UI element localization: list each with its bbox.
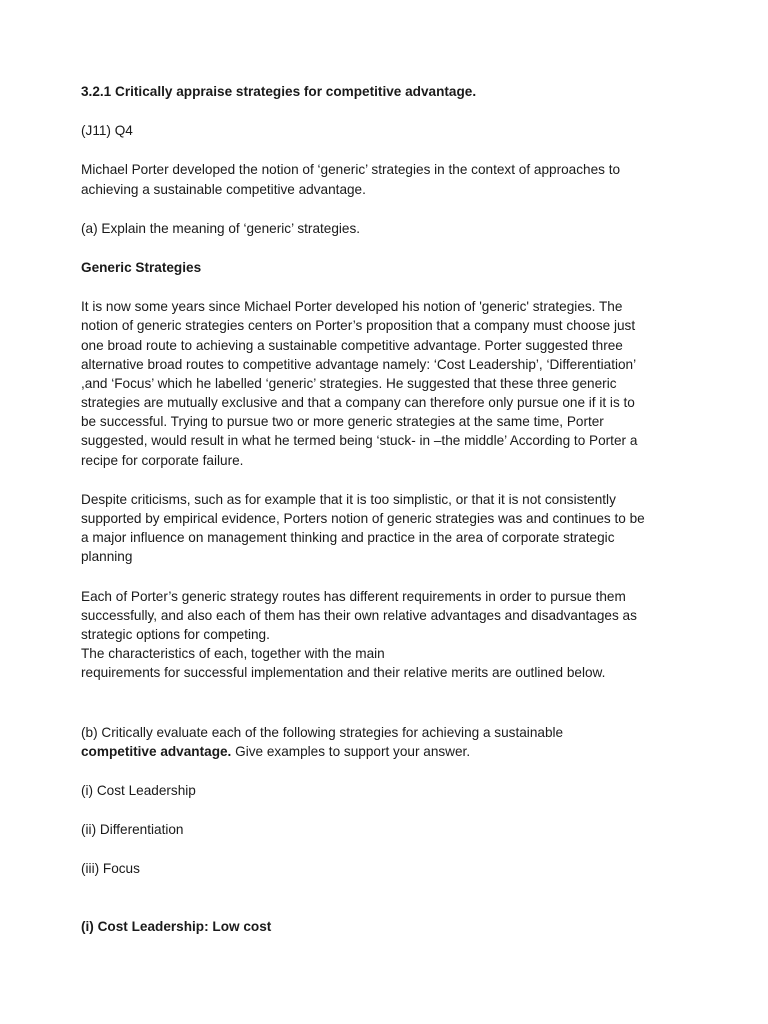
paragraph-line: ,and ‘Focus’ which he labelled ‘generic’ strategies. He suggested that these three generic [81, 375, 617, 391]
paragraph-line: successfully, and also each of them has their own relative advantages and disadvantages as [81, 607, 637, 623]
paragraph-line: Despite criticisms, such as for example that it is too simplistic, or that it is not consistently [81, 491, 616, 507]
paragraph-line: strategic options for competing. [81, 626, 270, 642]
intro-line: achieving a sustainable competitive advantage. [81, 181, 366, 197]
part-a-question: (a) Explain the meaning of ‘generic’ strategies. [81, 220, 361, 236]
paragraph-criticisms [81, 490, 681, 567]
paragraph-line: Each of Porter’s generic strategy routes has different requirements in order to pursue them [81, 588, 626, 604]
paragraph-line: be successful. Trying to pursue two or more generic strategies at the same time, Porter [81, 414, 604, 430]
document-title: 3.2.1 Critically appraise strategies for competitive advantage. [81, 84, 477, 99]
list-item-differentiation: (ii) Differentiation [81, 822, 184, 838]
list-item-focus: (iii) Focus [81, 861, 140, 877]
part-b-line [81, 742, 681, 761]
paragraph-generic-strategies [81, 297, 681, 470]
part-b-line: (b) Critically evaluate each of the following strategies for achieving a sustainable [81, 724, 564, 740]
paragraph-line: a major influence on management thinking and practice in the area of corporate strategic [81, 530, 615, 546]
list-item-cost-leadership: (i) Cost Leadership [81, 782, 196, 798]
paragraph-line: It is now some years since Michael Porter developed his notion of 'generic' strategies. The [81, 299, 623, 315]
part-b-question [81, 723, 681, 761]
part-b-continuation: Give examples to support your answer. [231, 743, 471, 759]
paragraph-line: one broad route to achieving a sustainable competitive advantage. Porter suggested three [81, 337, 623, 353]
document-page [81, 82, 681, 937]
paragraph-line: notion of generic strategies centers on Porter’s proposition that a company must choose just [81, 318, 636, 334]
paragraph-line: supported by empirical evidence, Porters notion of generic strategies was and continues to be [81, 511, 645, 526]
paragraph-line: requirements for successful implementation and their relative merits are outlined below. [81, 665, 606, 681]
intro-paragraph [81, 160, 681, 198]
part-b-emphasis: competitive advantage. [81, 743, 232, 759]
paragraph-line: recipe for corporate failure. [81, 452, 244, 468]
paragraph-line: alternative broad routes to competitive advantage namely: ‘Cost Leadership’, ‘Differentiation’ [81, 356, 637, 372]
paragraph-line: strategies are mutually exclusive and that a company can therefore only pursue one if it is to [81, 395, 635, 411]
subheading-generic-strategies: Generic Strategies [81, 259, 202, 275]
section-heading-cost-leadership: (i) Cost Leadership: Low cost [81, 919, 272, 935]
question-reference: (J11) Q4 [81, 123, 133, 139]
paragraph-line: The characteristics of each, together with the main [81, 646, 385, 662]
paragraph-requirements [81, 587, 681, 683]
intro-line: Michael Porter developed the notion of ‘generic’ strategies in the context of approaches to [81, 162, 621, 178]
paragraph-line: suggested, would result in what he termed being ‘stuck- in –the middle’ According to Porter a [81, 433, 638, 449]
paragraph-line: planning [81, 549, 133, 565]
